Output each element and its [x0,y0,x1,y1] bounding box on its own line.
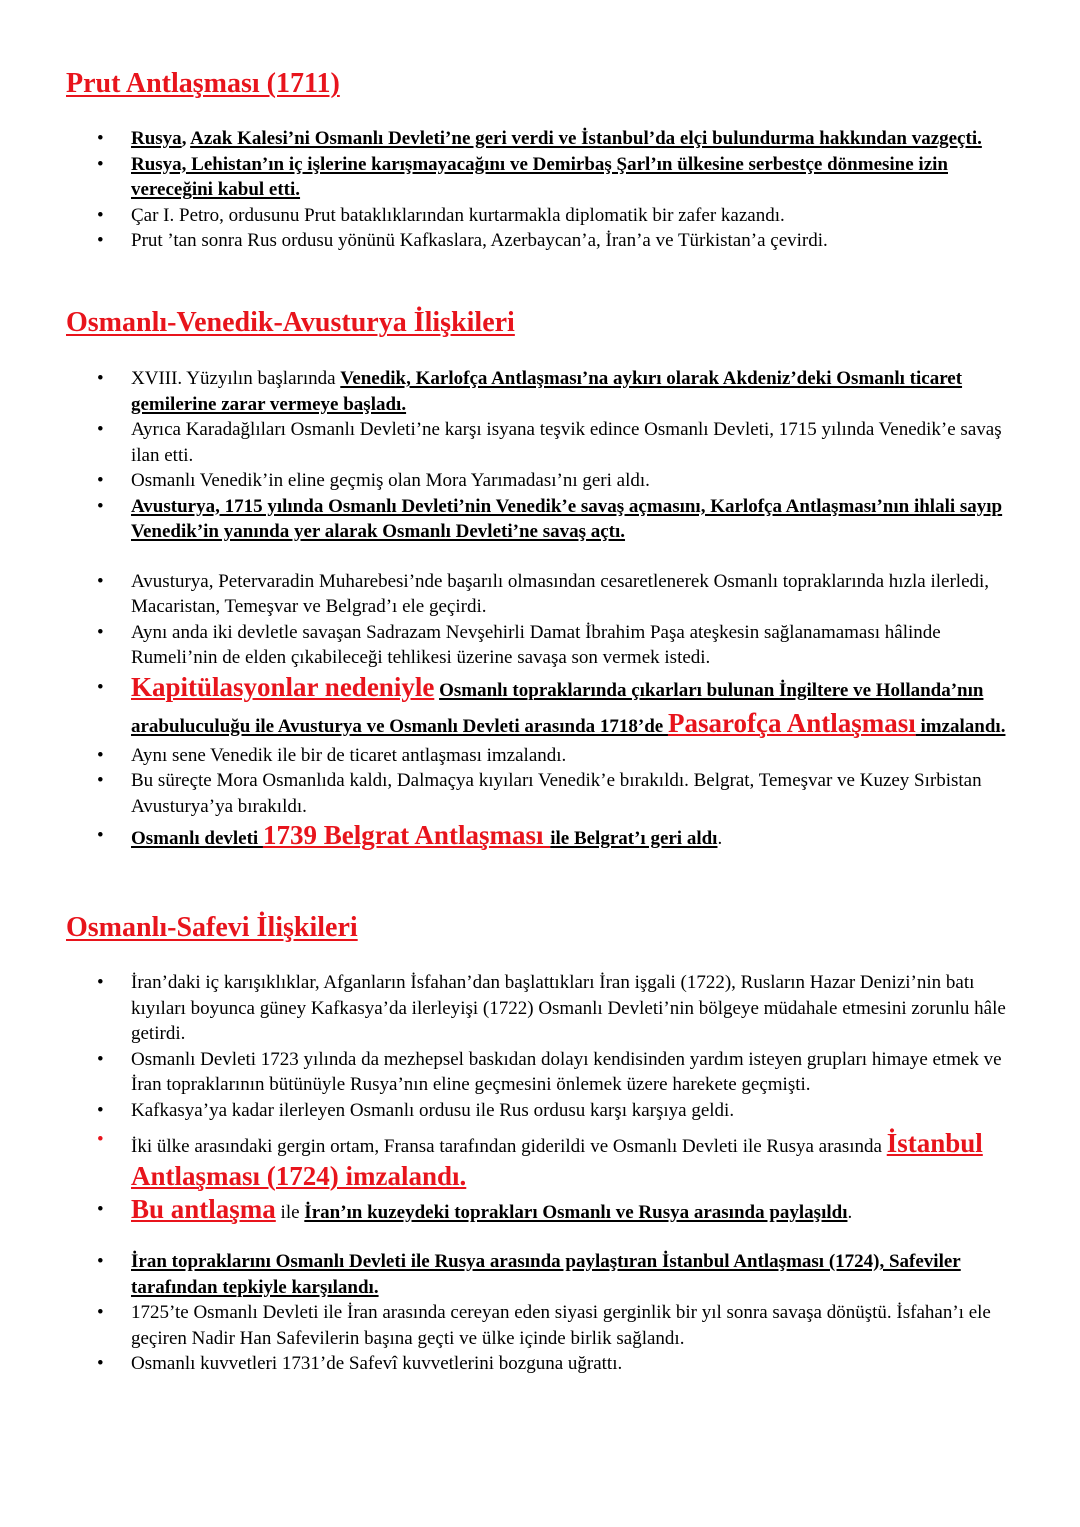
emphasis-pasarofca: Pasarofça Antlaşması [667,707,916,738]
list-item: • İran’daki iç karışıklıklar, Afganların İsfahan’dan başlattıkları İran işgali (1722), Rusların Hazar Denizi’nin batı kıyıları boyunca güney Kafkasya’da ilerleyişi (1722) Osmanlı Devleti’nin bölgeye müdahale etmesini zorunlu hâle getirdi. [97,972,1006,1044]
list-item: • Avusturya, 1715 yılında Osmanlı Devleti’nin Venedik’e savaş açmasını, Karlofça Antlaşması’nın ihlali sayıp Venedik’in yanında yer alarak Osmanlı Devleti’ne savaş açtı. [97,495,1003,542]
list-item: • Osmanlı Devleti 1723 yılında da mezhepsel baskıdan dolayı kendisinden yardım isteyen grupları himaye etmek ve İran topraklarının bütünüyle Rusya’nın eline geçmesini önlemek üzere harekete geçmişti. [97,1048,1002,1095]
bullet-icon: • [97,676,104,698]
list-item: • Osmanlı kuvvetleri 1731’de Safevî kuvvetlerini bozguna uğrattı. [0,1351,1080,1377]
bullet-icon: • [97,495,104,517]
list-item: • XVIII. Yüzyılın başlarında Venedik, Karlofça Antlaşması’na aykırı olarak Akdeniz’deki Osmanlı ticaret gemilerine zarar vermeye başladı. [97,368,963,415]
emphasis-istanbul-antlasmasi: İstanbul Antlaşması (1724) imzalandı. [131,1128,983,1191]
list-item: • Bu antlaşma ile İran’ın kuzeydeki toprakları Osmanlı ve Rusya arasında paylaşıldı. [97,1194,853,1224]
bullet-icon: • [97,1099,104,1121]
list-item: • Kapitülasyonlar nedeniyle Osmanlı topraklarında çıkarları bulunan İngiltere ve Hollanda’nın arabuluculuğu ile Avusturya ve Osmanlı Devleti arasında 1718’de Pasarofça Antlaşması imzalandı. [97,671,1006,738]
bullet-icon: • [97,1199,104,1220]
list-item: • Bu süreçte Mora Osmanlıda kaldı, Dalmaçya kıyıları Venedik’e bırakıldı. Belgrat, Temeşvar ve Kuzey Sırbistan Avusturya’ya bırakıldı. [97,770,982,817]
list-item: • Osmanlı Venedik’in eline geçmiş olan Mora Yarımadası’nı geri aldı. [0,468,1080,494]
bullet-icon: • [97,570,104,592]
list-item: • Ayrıca Karadağlıları Osmanlı Devleti’ne karşı isyana teşvik edince Osmanlı Devleti, 1715 yılında Venedik’e savaş ilan etti. [97,419,1002,466]
bullet-icon: • [97,368,104,389]
list-item: • Osmanlı devleti 1739 Belgrat Antlaşması ile Belgrat’ı geri aldı. [97,820,723,850]
list-item: • 1725’te Osmanlı Devleti ile İran arasında cereyan eden siyasi gerginlik bir yıl sonra savaşa dönüştü. İsfahan’ı ele geçiren Nadir Han Safevilerin başına geçti ve ülke içinde birlik sağlandı. [97,1302,991,1349]
list-item: • İran topraklarını Osmanlı Devleti ile Rusya arasında paylaştıran İstanbul Antlaşması (1724), Safeviler tarafından tepkiyle karşılandı. [97,1251,961,1298]
bullet-icon: • [97,470,104,491]
bullet-icon: • [97,825,104,846]
emphasis-bu-antlasma: Bu antlaşma [131,1194,276,1224]
list-item: • Avusturya, Petervaradin Muharebesi’nde başarılı olmasından cesaretlenerek Osmanlı topraklarında hızla ilerledi, Macaristan, Temeşvar ve Belgrad’ı ele geçirdi. [97,570,990,617]
list-item: • Kafkasya’ya kadar ilerleyen Osmanlı ordusu ile Rus ordusu karşı karşıya geldi. [0,1098,1080,1124]
bullet-icon: • [97,419,104,440]
red-bullet-icon: • [97,1129,104,1150]
list-item: • Aynı sene Venedik ile bir de ticaret antlaşması imzalandı. [0,743,1080,769]
bullet-icon: • [97,770,104,791]
venedik-bullet-list [0,366,1080,855]
bullet-icon: • [97,1251,104,1272]
bullet-icon: • [97,128,104,149]
bullet-icon: • [97,204,104,226]
list-item: • Çar I. Petro, ordusunu Prut bataklıklarından kurtarmakla diplomatik bir zafer kazandı. [0,203,1080,229]
bullet-icon: • [97,1353,104,1374]
list-item: • Rusya, Lehistan’ın iç işlerine karışmayacağını ve Demirbaş Şarl’ın ülkesine serbestçe dönmesine izin vereceğini kabul etti. [97,153,948,200]
prut-bullet-list [0,126,1080,254]
spacer [0,1229,1080,1247]
bullet-icon: • [97,621,104,643]
spacer [0,545,1080,563]
bullet-icon: • [97,1048,104,1070]
list-item: • Prut ’tan sonra Rus ordusu yönünü Kafkaslara, Azerbaycan’a, İran’a ve Türkistan’a çevirdi. [0,228,1080,254]
bullet-icon: • [97,1302,104,1323]
section-heading-safevi: Osmanlı-Safevi İlişkileri [66,912,358,943]
bullet-icon: • [97,744,104,766]
bullet-icon: • [97,972,104,993]
list-item: • Aynı anda iki devletle savaşan Sadrazam Nevşehirli Damat İbrahim Paşa ateşkesin sağlanamaması hâlinde Rumeli’nin de elden çıkabileceği tehlikesi üzerine savaşa son vermek istedi. [97,621,941,668]
list-item: • Rusya, Azak Kalesi’ni Osmanlı Devleti’ne geri verdi ve İstanbul’da elçi bulundurma hakkından vazgeçti. [0,126,1080,152]
bullet-icon: • [97,153,104,175]
section-heading-prut: Prut Antlaşması (1711) [66,68,340,99]
safevi-bullet-list [0,970,1080,1377]
section-heading-venedik-avusturya: Osmanlı-Venedik-Avusturya İlişkileri [66,307,515,338]
list-item: • İki ülke arasındaki gergin ortam, Fransa tarafından giderildi ve Osmanlı Devleti ile Rusya arasında İstanbul Antlaşması (1724) imzalandı. [97,1128,983,1191]
emphasis-kapitulasyonlar: Kapitülasyonlar nedeniyle [131,671,435,702]
emphasis-belgrat-antlasmasi: 1739 Belgrat Antlaşması [262,820,551,850]
bullet-icon: • [97,230,104,251]
